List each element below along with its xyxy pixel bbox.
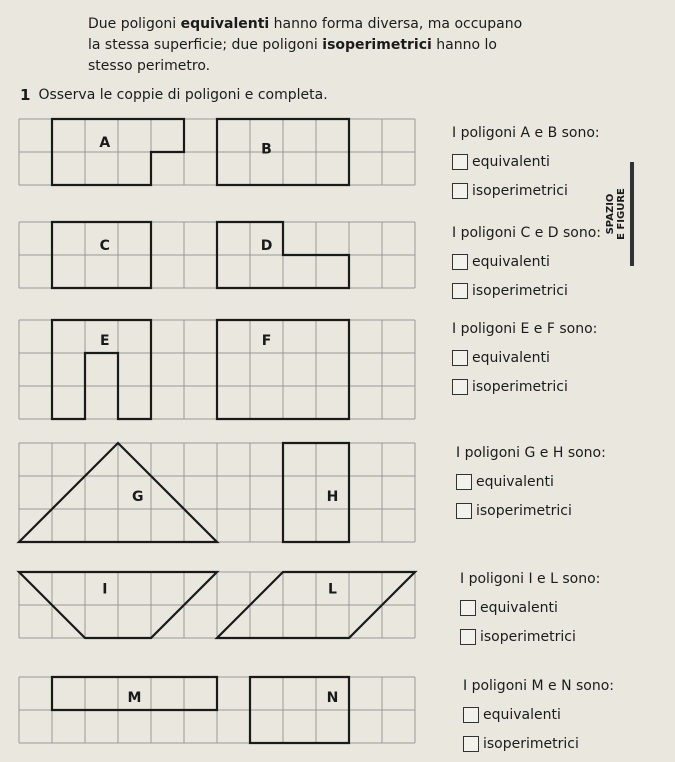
section-tab-bar: [630, 162, 634, 266]
option-isoperimetrici[interactable]: [456, 502, 606, 520]
option-label: equivalenti: [472, 154, 550, 170]
option-isoperimetrici[interactable]: [460, 628, 600, 646]
checkbox[interactable]: [456, 503, 472, 519]
figure-label: H: [326, 488, 339, 505]
option-label: isoperimetrici: [472, 183, 568, 199]
question-4: [456, 444, 606, 520]
checkbox[interactable]: [456, 474, 472, 490]
option-equivalenti[interactable]: [460, 599, 600, 617]
checkbox[interactable]: [452, 254, 468, 270]
option-label: isoperimetrici: [476, 503, 572, 519]
option-label: isoperimetrici: [483, 736, 579, 752]
figure-label: L: [328, 581, 337, 598]
option-isoperimetrici[interactable]: [463, 735, 614, 753]
checkbox[interactable]: [463, 736, 479, 752]
option-label: equivalenti: [476, 474, 554, 490]
section-tab: SPAZIO E FIGURE: [605, 188, 628, 240]
option-equivalenti[interactable]: [452, 153, 600, 171]
question-2: [452, 224, 601, 300]
question-1: [452, 124, 600, 200]
question-text: I poligoni M e N sono:: [463, 678, 615, 694]
figure-label: C: [99, 238, 110, 255]
option-label: equivalenti: [472, 350, 550, 366]
figure-label: D: [260, 238, 273, 255]
checkbox[interactable]: [460, 629, 476, 645]
option-equivalenti[interactable]: [463, 706, 614, 724]
term-equivalenti: equivalenti: [180, 16, 270, 32]
question-6: [463, 677, 614, 753]
option-label: isoperimetrici: [472, 379, 568, 395]
checkbox[interactable]: [463, 707, 479, 723]
checkbox[interactable]: [452, 283, 468, 299]
figure-label: I: [102, 581, 108, 598]
option-label: equivalenti: [483, 707, 561, 723]
option-isoperimetrici[interactable]: [452, 182, 600, 200]
option-equivalenti[interactable]: [452, 253, 601, 271]
exercise-instruction: Osserva le coppie di poligoni e completa.: [38, 87, 328, 103]
intro-text: Due poligoni equivalenti hanno forma diversa, ma occupano la stessa superficie; due poligoni isoperimetrici hanno lo stesso perimetro.: [88, 16, 523, 74]
figure-label: M: [127, 689, 142, 706]
checkbox[interactable]: [460, 600, 476, 616]
question-text: I poligoni A e B sono:: [452, 125, 600, 141]
option-equivalenti[interactable]: [452, 349, 597, 367]
question-text: I poligoni C e D sono:: [452, 225, 602, 241]
question-5: [460, 570, 600, 646]
option-equivalenti[interactable]: [456, 473, 606, 491]
question-text: I poligoni G e H sono:: [456, 445, 606, 461]
figure-label: N: [326, 689, 339, 706]
checkbox[interactable]: [452, 350, 468, 366]
term-isoperimetrici: isoperimetrici: [322, 37, 432, 53]
figure-label: G: [132, 488, 144, 505]
figure-label: F: [261, 332, 272, 349]
question-3: [452, 320, 597, 396]
figure-label: A: [99, 135, 111, 152]
option-label: isoperimetrici: [480, 629, 576, 645]
figure-label: E: [100, 332, 110, 349]
checkbox[interactable]: [452, 183, 468, 199]
option-isoperimetrici[interactable]: [452, 378, 597, 396]
question-text: I poligoni E e F sono:: [452, 321, 598, 337]
option-label: equivalenti: [472, 254, 550, 270]
figure-label: B: [261, 141, 272, 158]
question-text: I poligoni I e L sono:: [460, 571, 601, 587]
exercise-number: 1: [20, 86, 31, 104]
checkbox[interactable]: [452, 154, 468, 170]
option-label: isoperimetrici: [472, 283, 568, 299]
option-isoperimetrici[interactable]: [452, 282, 601, 300]
option-label: equivalenti: [480, 600, 558, 616]
checkbox[interactable]: [452, 379, 468, 395]
